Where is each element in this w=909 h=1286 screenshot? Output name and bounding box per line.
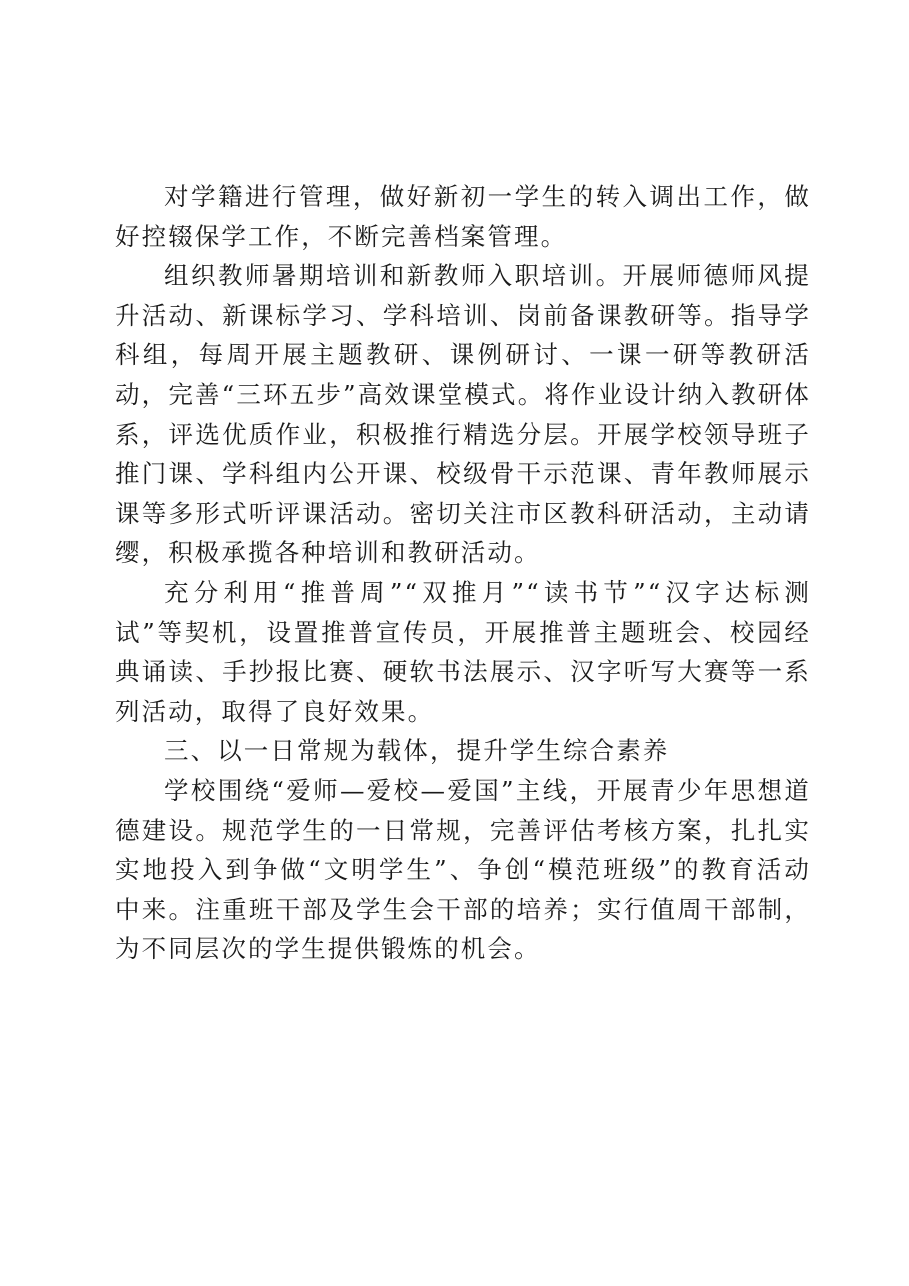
paragraph-mandarin-promotion: 充分利用“推普周”“双推月”“读书节”“汉字达标测试”等契机，设置推普宣传员，开展推普主题班会、校园经典诵读、手抄报比赛、硬软书法展示、汉字听写大赛等一系列活动，取得了良好效果。 — [115, 577, 811, 726]
paragraph-moral-education: 学校围绕“爱师—爱校—爱国”主线，开展青少年思想道德建设。规范学生的一日常规，完善评估考核方案，扎扎实实地投入到争做“文明学生”、争创“模范班级”的教育活动中来。注重班干部及学生会干部的培养；实行值周干部制，为不同层次的学生提供锻炼的机会。 — [115, 775, 811, 964]
paragraph-teacher-training: 组织教师暑期培训和新教师入职培训。开展师德师风提升活动、新课标学习、学科培训、岗前备课教研等。指导学科组，每周开展主题教研、课例研讨、一课一研等教研活动，完善“三环五步”高效课堂模式。将作业设计纳入教研体系，评选优质作业，积极推行精选分层。开展学校领导班子推门课、学科组内公开课、校级骨干示范课、青年教师展示课等多形式听评课活动。密切关注市区教科研活动，主动请缨，积极承揽各种培训和教研活动。 — [115, 261, 811, 568]
document-body — [115, 177, 811, 969]
paragraph-student-records: 对学籍进行管理，做好新初一学生的转入调出工作，做好控辍保学工作，不断完善档案管理。 — [115, 182, 811, 251]
section-heading: 三、以一日常规为载体，提升学生综合素养 — [164, 736, 670, 766]
